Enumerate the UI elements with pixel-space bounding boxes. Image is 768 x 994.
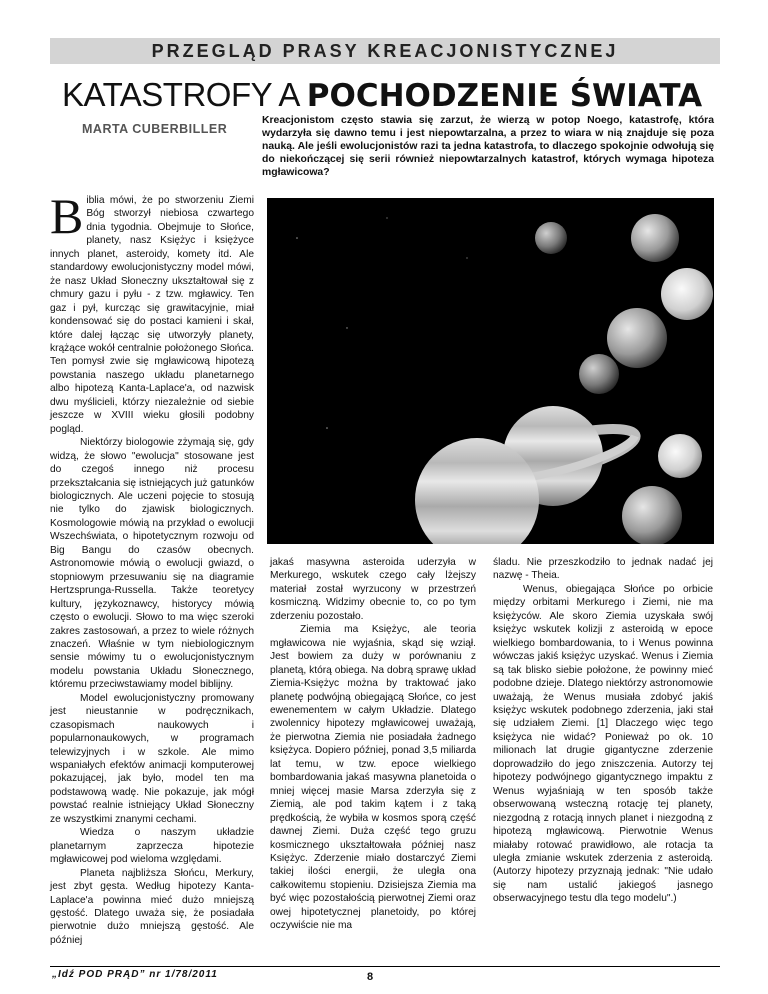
drop-cap: B — [50, 188, 84, 244]
section-header — [50, 38, 720, 64]
uranus-planet — [658, 434, 702, 478]
author-name: MARTA CUBERBILLER — [82, 122, 228, 136]
earth-planet — [607, 308, 667, 368]
neptune-planet — [622, 486, 682, 544]
planets-photo — [267, 198, 714, 544]
publication-name: „Idź POD PRĄD” nr 1/78/2011 — [52, 969, 218, 980]
title-part1: KATASTROFY A — [62, 76, 307, 113]
mercury-planet — [535, 222, 567, 254]
title-part2: POCHODZENIE ŚWIATA — [306, 78, 703, 114]
column-3 — [493, 556, 713, 906]
paragraph: Ziemia ma Księżyc, ale teoria mgławicowa nie wyjaśnia, skąd się wziął. Jest bowiem za duży w porównaniu z planetą, którą obiega. Na dobrą sprawę układ Ziemia-Księżyc można by traktować jako planetę podwójną obiegającą Słońce, co jest ewenementem w całym Układzie. Dlatego zwolennicy hipotezy mgławicowej uważają, że pierwotna Ziemia nie posiadała żadnego księżyca. Dopiero później, ponad 3,5 miliarda lat temu, w tzw. epoce wielkiego bombardowania jakaś masywna planetoida o mniej więcej masie Marsa zderzyła się z Ziemią, ale pod takim kątem i z taką prędkością, że wybiła w kosmos sporą część dawnej Ziemi. Duża część tego gruzu kosmicznego ukształtowała później nasz Księżyc. Zderzenie miało dostarczyć Ziemi takiej ilości energii, że uległa ona całkowitemu stopieniu. Dzisiejsza Ziemia ma być więc pozostałością pierwotnej Ziemi oraz owej hipotetycznej planetoidy, po której oczywiście nie ma — [270, 624, 476, 932]
moon-planet — [631, 214, 679, 262]
column-1 — [50, 188, 254, 947]
lead-paragraph: Kreacjonistom często stawia się zarzut, że wierzą w potop Noego, katastrofę, która wydarzyła się dawno temu i jest niepowtarzalna, a przez to wiara w nią znajduje się poza nauką. Ale jeśli ewolucjonistów razi ta jedna katastrofa, to dlaczego spokojnie odwołują się do niekończącej się serii również niepowtarzalnych katastrof, których wymaga hipoteza mgławicowa? — [262, 115, 714, 178]
mars-planet — [579, 354, 619, 394]
paragraph — [50, 188, 254, 436]
paragraph: Planeta najbliższa Słońcu, Merkury, jest zbyt gęsta. Według hipotezy Kanta-Laplace'a powinna mieć dużo mniejszą gęstość. Dlatego uważa się, że posiadała pierwotnie dużo mniejszą gęstość. Ale później — [50, 867, 254, 946]
paragraph-text: iblia mówi, że po stworzeniu Ziemi Bóg stworzył niebiosa czwartego dnia tygodnia. Obejmuje to Słońce, planety, nasz Księżyc i księżyce innych planet, asteroidy, komety itd. Ale standardowy ewolucjonistyczny model mówi, że nasz Układ Słoneczny ukształtował się z chmury gazu i pyłu - z tzw. mgławicy. Ten gaz i pył, kurcząc się grawitacyjnie, miał kondensować się do postaci kamieni i skał, które dalej łącząc się utworzyły planety, krążące wokół centralnie położonego Słońca. Ten pomysł zwie się mgławicową hipotezą powstania naszego układu planetarnego albo hipotezą Kanta-Laplace'a, od nazwisk dwu myślicieli, którzy niezależnie od siebie jeszcze w XVIII wieku głosili podobny pogląd. — [50, 195, 254, 435]
paragraph: jakaś masywna asteroida uderzyła w Merkurego, wskutek czego cały lżejszy materiał został wyrzucony w przestrzeń kosmiczną. Widzimy obecnie to, co po tym zderzeniu pozostało. — [270, 557, 476, 622]
column-2 — [270, 556, 476, 933]
paragraph: śladu. Nie przeszkodziło to jednak nadać jej nazwę - Theia. — [493, 557, 713, 582]
paragraph: Model ewolucjonistyczny promowany jest nieustannie w podręcznikach, czasopismach naukowych i popularnonaukowych, w programach telewizyjnych i w szkole. Ale mimo wspaniałych efektów animacji komputerowej pokazującej, jak było, model ten ma podstawową wadę. Nie pokazuje, jak mógł powstać realnie istniejący Układ Słoneczny ze wszystkimi znanymi cechami. — [50, 692, 254, 825]
section-title: PRZEGLĄD PRASY KREACJONISTYCZNEJ — [151, 40, 619, 61]
footer-divider — [50, 966, 720, 967]
paragraph: Wiedza o naszym układzie planetarnym zaprzecza hipotezie mgławicowej pod wieloma względami. — [50, 827, 254, 866]
article-title — [62, 76, 702, 114]
paragraph: Wenus, obiegająca Słońce po orbicie między orbitami Merkurego i Ziemi, nie ma księżyców. Ale skoro Ziemia uzyskała swój księżyc wskutek kolizji z asteroidą w epoce wielkiego bombardowania, to i Wenus powinna wówczas jakiś księżyc uzyskać. Wenus i Ziemia są tak blisko siebie położone, że powinny mieć podobne dzieje. Dlatego niektórzy astronomowie uważają, że Wenus musiała zdobyć jakiś księżyc wskutek podobnego zderzenia, jaki stał się udziałem Ziemi. [1] Dlaczego więc tego księżyca nie widać? Ponieważ po ok. 10 milionach lat drugie gigantyczne zderzenie doprowadziło do jego zniszczenia. Autorzy tej hipotezy podwójnego gigantycznego impaktu z Wenus wyjaśniają w ten sposób także obserwowaną wsteczną rotację tej planety, niezgodną z rotacją innych planet i niezgodną z hipotezą mgławicową. Pierwotnie Wenus miałaby rotować prawidłowo, ale rotacja ta uległa zmianie wskutek zderzenia z asteroidą. (Autorzy hipotezy przyznają jednak: "Nie udało się nam ustalić jakiegoś jasnego obserwacyjnego testu dla tego modelu".) — [493, 583, 713, 905]
page-number: 8 — [367, 971, 374, 983]
paragraph: Niektórzy biologowie zżymają się, gdy widzą, że słowo "ewolucja" stosowane jest do czegoś innego niż procesu przekształcania się istniejących już gatunków biologicznych. Ale uczeni pojęcie to stosują nie tylko do zjawisk biologicznych. Kosmologowie mówią na przykład o ewolucji Wszechświata, o hipotetycznym rozwoju od Big Bangu do czasów obecnych. Astronomowie mówią o ewolucji gwiazd, o stopniowym przesuwaniu się na diagramie Hertzsprunga-Russella. Także teoretycy kultury, językoznawcy, historycy mówią często o ewolucji. Słowo to ma więc szeroki zakres zastosowań, a przez to wiele różnych znaczeń. Właśnie w tym niebiologicznym sensie mówimy tu o ewolucjonistycznym modelu powstania Układu Słonecznego, któremu przeciwstawiamy model biblijny. — [50, 437, 254, 691]
venus-planet — [661, 268, 713, 320]
